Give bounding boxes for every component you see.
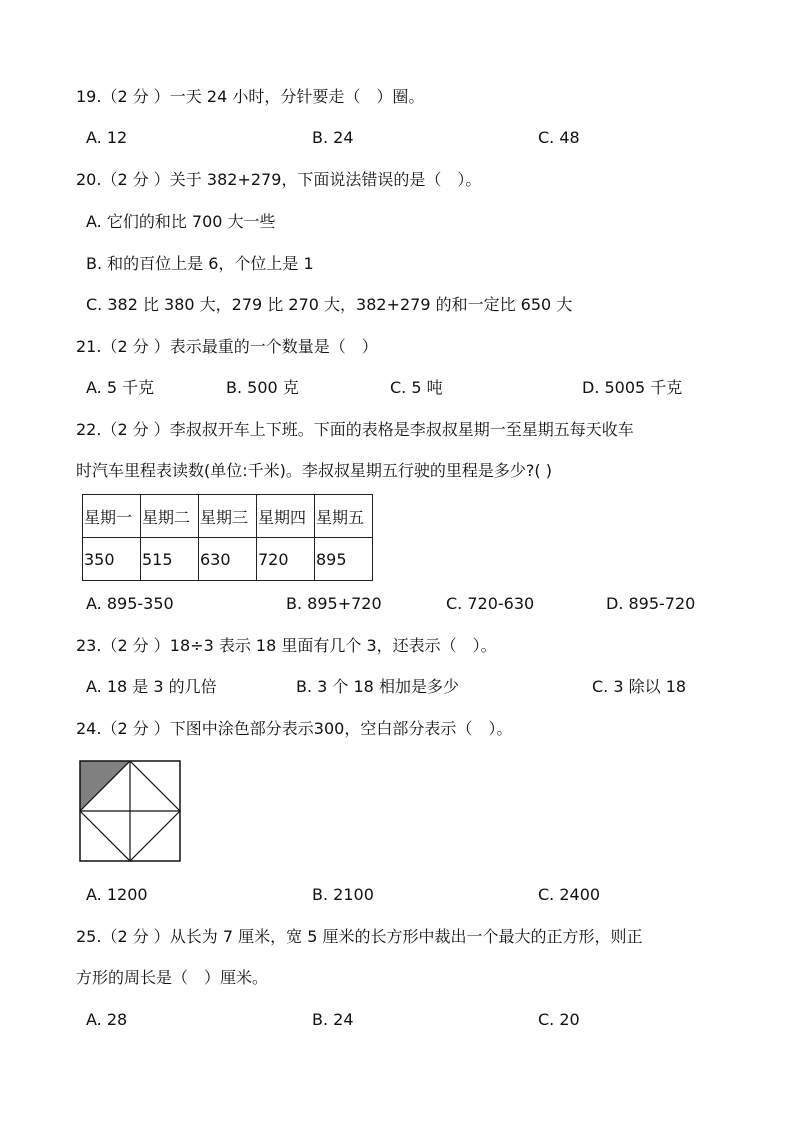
question-24-option-a: A. 1200 <box>86 885 148 904</box>
question-23-stem: 23.（2 分 ）18÷3 表示 18 里面有几个 3，还表示（ ）。 <box>76 636 497 655</box>
table-cell: 350 <box>83 538 141 581</box>
question-23-option-a: A. 18 是 3 的几倍 <box>86 677 217 696</box>
table-header-cell: 星期五 <box>315 495 373 538</box>
question-20-option-b: B. 和的百位上是 6，个位上是 1 <box>86 254 314 273</box>
question-25-stem-line-1: 25.（2 分 ）从长为 7 厘米，宽 5 厘米的长方形中裁出一个最大的正方形，则正 <box>76 927 643 946</box>
table-header-row <box>83 495 373 538</box>
table-cell: 720 <box>257 538 315 581</box>
question-20-option-a: A. 它们的和比 700 大一些 <box>86 212 276 231</box>
question-25-option-b: B. 24 <box>312 1010 354 1029</box>
question-25-stem-line-2: 方形的周长是（ ）厘米。 <box>76 968 269 987</box>
question-25-option-a: A. 28 <box>86 1010 128 1029</box>
question-19-option-a: A. 12 <box>86 128 128 147</box>
table-header-cell: 星期四 <box>257 495 315 538</box>
question-22-stem-line-1: 22.（2 分 ）李叔叔开车上下班。下面的表格是李叔叔星期一至星期五每天收车 <box>76 420 634 439</box>
question-21-option-d: D. 5005 千克 <box>582 378 683 397</box>
question-21-option-a: A. 5 千克 <box>86 378 155 397</box>
question-20-stem: 20.（2 分 ）关于 382+279，下面说法错误的是（ ）。 <box>76 170 482 189</box>
table-row <box>83 538 373 581</box>
question-22-option-a: A. 895-350 <box>86 594 174 613</box>
odometer-table <box>82 494 373 581</box>
question-20-option-c: C. 382 比 380 大，279 比 270 大，382+279 的和一定比 650 大 <box>86 295 573 314</box>
question-22-option-b: B. 895+720 <box>286 594 382 613</box>
question-22-option-d: D. 895-720 <box>606 594 696 613</box>
question-23-option-b: B. 3 个 18 相加是多少 <box>296 677 459 696</box>
table-header-cell: 星期一 <box>83 495 141 538</box>
question-21-option-b: B. 500 克 <box>226 378 299 397</box>
question-24-option-b: B. 2100 <box>312 885 374 904</box>
question-24-option-c: C. 2400 <box>538 885 601 904</box>
table-cell: 630 <box>199 538 257 581</box>
question-19-stem: 19.（2 分 ）一天 24 小时，分针要走（ ）圈。 <box>76 87 425 106</box>
question-22-stem-line-2: 时汽车里程表读数(单位:千米)。李叔叔星期五行驶的里程是多少?( ) <box>76 461 552 480</box>
question-21-stem: 21.（2 分 ）表示最重的一个数量是（ ） <box>76 337 378 356</box>
shaded-square-figure <box>79 760 181 862</box>
question-19-option-b: B. 24 <box>312 128 354 147</box>
table-header-cell: 星期二 <box>141 495 199 538</box>
table-cell: 515 <box>141 538 199 581</box>
table-cell: 895 <box>315 538 373 581</box>
question-21-option-c: C. 5 吨 <box>390 378 443 397</box>
table-header-cell: 星期三 <box>199 495 257 538</box>
question-22-option-c: C. 720-630 <box>446 594 535 613</box>
question-23-option-c: C. 3 除以 18 <box>592 677 687 696</box>
question-25-option-c: C. 20 <box>538 1010 580 1029</box>
question-19-option-c: C. 48 <box>538 128 580 147</box>
question-24-stem: 24.（2 分 ）下图中涂色部分表示300，空白部分表示（ ）。 <box>76 719 513 738</box>
